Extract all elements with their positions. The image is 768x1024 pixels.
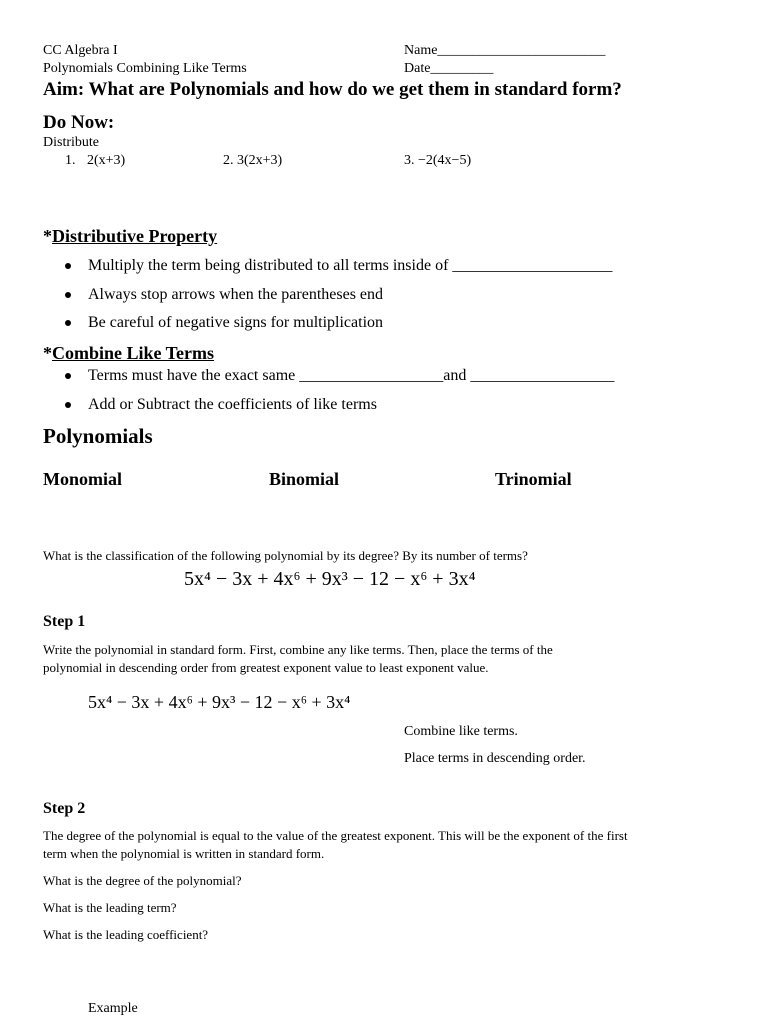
leading-coefficient-question: What is the leading coefficient? (43, 927, 209, 942)
distributive-bullet-3: Be careful of negative signs for multiplication (88, 314, 384, 331)
combine-bullet-2: Add or Subtract the coefficients of like terms (88, 396, 377, 413)
course-label: CC Algebra I (43, 43, 118, 58)
trinomial-label: Trinomial (495, 469, 572, 489)
example-label: Example (88, 1001, 138, 1016)
step1-text: Write the polynomial in standard form. First, combine any like terms. Then, place the terms of the polynomial in descending order from greatest exponent value to least exponent value. (43, 642, 553, 675)
leading-term-question: What is the leading term? (43, 900, 177, 915)
monomial-label: Monomial (43, 469, 122, 489)
step2-text: The degree of the polynomial is equal to the value of the greatest exponent. This will be the exponent of the first term when the polynomial is written in standard form. (43, 828, 628, 861)
bullet-dot (65, 373, 71, 379)
distributive-star: * (43, 226, 52, 246)
distributive-bullet-2: Always stop arrows when the parentheses end (88, 286, 384, 303)
date-field[interactable]: Date_________ (404, 61, 494, 76)
problem-2 (223, 153, 282, 169)
problem-1-number: 1. (65, 153, 76, 168)
problem-3-number: 3. (404, 153, 415, 168)
bullet-dot (65, 263, 71, 269)
classification-question: What is the classification of the following polynomial by its degree? By its number of terms? (43, 548, 528, 563)
name-field[interactable]: Name________________________ (404, 43, 606, 58)
distributive-heading (43, 226, 217, 247)
combine-heading (43, 343, 214, 364)
topic-label: Polynomials Combining Like Terms (43, 61, 247, 76)
problem-2-number: 2. (223, 153, 234, 168)
bullet-dot (65, 292, 71, 298)
problem-1 (65, 153, 125, 169)
descending-order-note: Place terms in descending order. (404, 751, 586, 766)
step1-title: Step 1 (43, 613, 86, 630)
combine-title: Combine Like Terms (52, 343, 215, 363)
step2-title: Step 2 (43, 800, 86, 817)
bullet-dot (65, 320, 71, 326)
do-now-instruction: Distribute (43, 135, 99, 150)
combine-bullet-1: Terms must have the exact same __________________and __________________ (88, 367, 615, 384)
problem-1-expression: 2(x+3) (87, 153, 126, 168)
polynomials-heading: Polynomials (43, 424, 153, 448)
combine-star: * (43, 343, 52, 363)
bullet-dot (65, 402, 71, 408)
distributive-bullet-1: Multiply the term being distributed to all terms inside of ____________________ (88, 257, 613, 274)
aim-heading: Aim: What are Polynomials and how do we get them in standard form? (43, 79, 622, 100)
problem-2-expression: 3(2x+3) (237, 153, 283, 168)
problem-3 (404, 153, 471, 169)
distributive-title: Distributive Property (52, 226, 218, 246)
polynomial-expression: 5x⁴ − 3x + 4x⁶ + 9x³ − 12 − x⁶ + 3x⁴ (184, 568, 476, 590)
degree-question: What is the degree of the polynomial? (43, 873, 242, 888)
step1-expression: 5x⁴ − 3x + 4x⁶ + 9x³ − 12 − x⁶ + 3x⁴ (88, 692, 351, 712)
combine-like-terms-note: Combine like terms. (404, 724, 518, 739)
do-now-title: Do Now: (43, 112, 115, 133)
binomial-label: Binomial (269, 469, 340, 489)
problem-3-expression: −2(4x−5) (418, 153, 472, 168)
